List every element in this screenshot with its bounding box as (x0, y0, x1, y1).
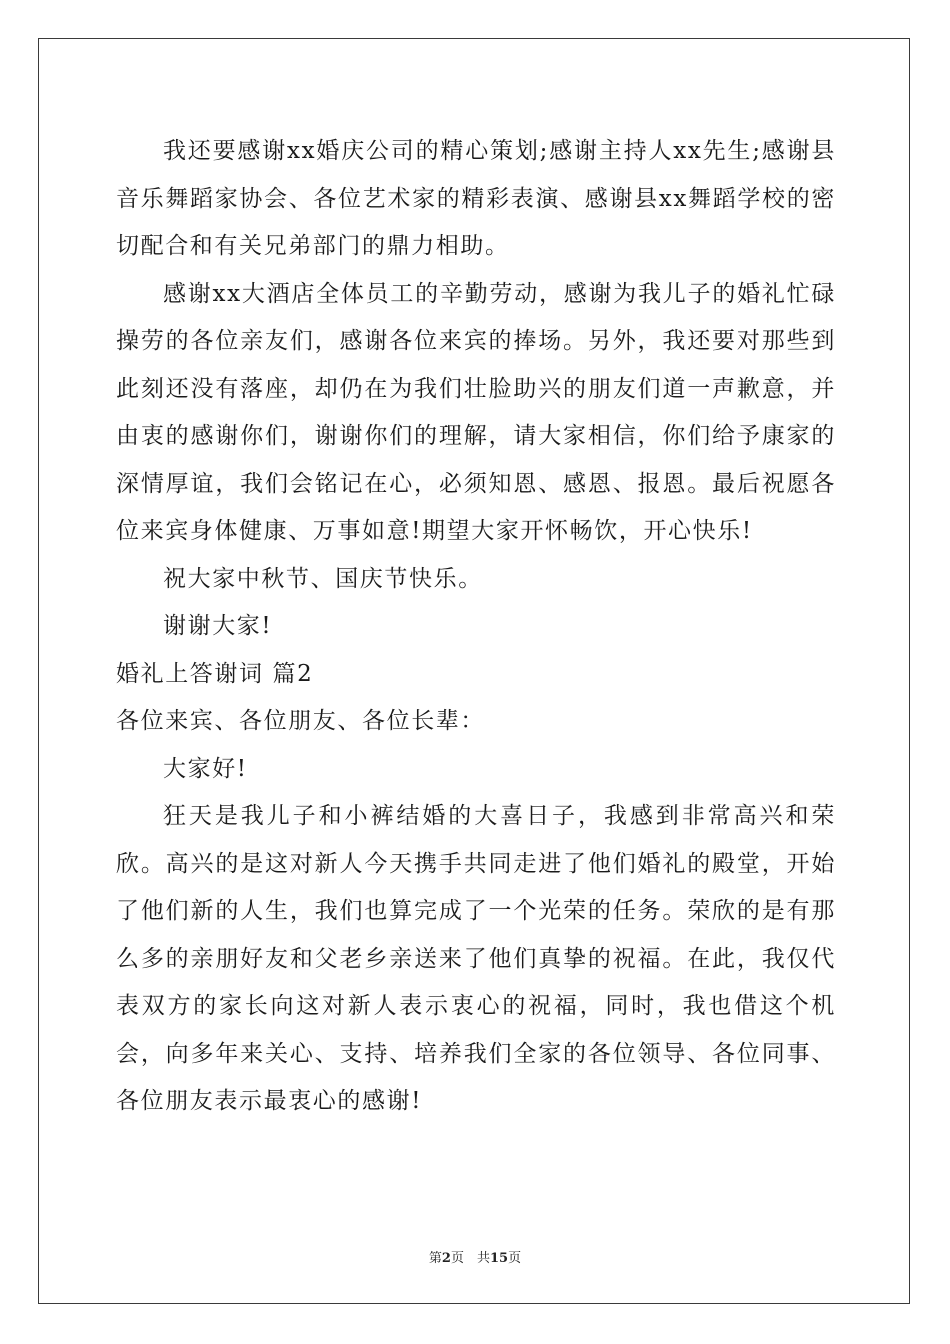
footer-mid: 页 共 (450, 1251, 490, 1266)
page-footer (0, 1247, 950, 1266)
salutation: 各位来宾、各位朋友、各位长辈： (116, 708, 485, 734)
document-body (116, 128, 836, 1126)
footer-suffix: 页 (508, 1251, 522, 1266)
greeting: 大家好! (163, 755, 248, 782)
section-heading: 婚礼上答谢词 篇2 (116, 660, 314, 687)
paragraph-thanks-all: 谢谢大家! (163, 613, 273, 639)
paragraph-festival-wish: 祝大家中秋节、国庆节快乐。 (163, 565, 483, 592)
total-page-number: 15 (489, 1251, 509, 1266)
paragraph-thanks-hotel: 感谢xx大酒店全体员工的辛勤劳动，感谢为我儿子的婚礼忙碌操劳的各位亲友们，感谢各位来宾的捧场。另外，我还要对那些到此刻还没有落座，却仍在为我们壮脸助兴的朋友们道一声歉意，并由衷的感谢你们，谢谢你们的理解，请大家相信，你们给予康家的深情厚谊，我们会铭记在心，必须知恩、感恩、报恩。最后祝愿各位来宾身体健康、万事如意!期望大家开怀畅饮，开心快乐! (116, 280, 836, 544)
paragraph-wedding-day: 狂天是我儿子和小裤结婚的大喜日子，我感到非常高兴和荣欣。高兴的是这对新人今天携手共同走进了他们婚礼的殿堂，开始了他们新的人生，我们也算完成了一个光荣的任务。荣欣的是有那么多的亲朋好友和父老乡亲送来了他们真挚的祝福。在此，我仅代表双方的家长向这对新人表示衷心的祝福，同时，我也借这个机会，向多年来关心、支持、培养我们全家的各位领导、各位同事、各位朋友表示最衷心的感谢! (116, 803, 836, 1114)
current-page-number: 2 (441, 1251, 451, 1266)
footer-prefix: 第 (428, 1251, 442, 1266)
paragraph-thanks-planning: 我还要感谢xx婚庆公司的精心策划;感谢主持人xx先生;感谢县音乐舞蹈家协会、各位艺术家的精彩表演、感谢县xx舞蹈学校的密切配合和有关兄弟部门的鼎力相助。 (116, 138, 836, 259)
